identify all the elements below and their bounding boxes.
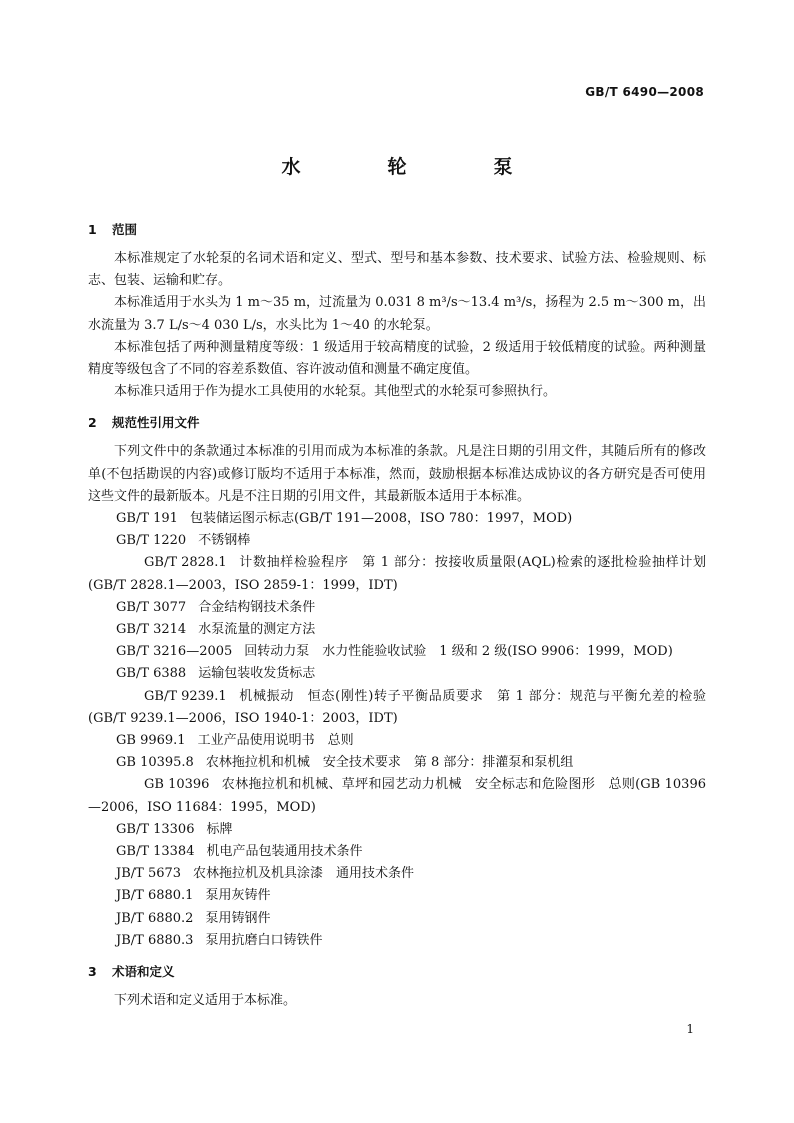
reference-title: 标牌 — [206, 821, 233, 837]
reference-code: GB/T 13384 — [116, 844, 195, 860]
reference-title: 回转动力泵 水力性能验收试验 1 级和 2 级(ISO 9906：1999，MOD) — [244, 644, 673, 660]
reference-item — [88, 508, 706, 530]
standard-number: GB/T 6490—2008 — [585, 85, 704, 99]
reference-code: GB/T 1220 — [116, 533, 187, 549]
reference-title: 农林拖拉机和机械、草坪和园艺动力机械 安全标志和危险图形 总则(GB 10396—2006，ISO 11684：1995，MOD) — [88, 777, 706, 815]
reference-code: GB 9969.1 — [116, 733, 186, 749]
reference-title: 运输包装收发货标志 — [198, 666, 316, 682]
reference-code: JB/T 6880.2 — [116, 910, 194, 926]
reference-item — [88, 752, 706, 774]
reference-item — [88, 552, 706, 596]
reference-title: 泵用抗磨白口铸铁件 — [205, 932, 323, 948]
section-number: 2 — [88, 415, 97, 431]
reference-item — [88, 863, 706, 885]
section-heading-scope — [88, 220, 706, 240]
reference-item — [88, 841, 706, 863]
paragraph: 本标准适用于水头为 1 m～35 m，过流量为 0.031 8 m³/s～13.4 m³/s，扬程为 2.5 m～300 m，出水流量为 3.7 L/s～4 030 L/s，水头比为 1～40 的水轮泵。 — [88, 295, 706, 333]
reference-title: 机电产品包装通用技术条件 — [206, 844, 363, 860]
section-heading-terms-and-definitions — [88, 962, 706, 982]
section-title: 规范性引用文件 — [112, 415, 200, 431]
reference-title: 合金结构钢技术条件 — [198, 599, 316, 615]
paragraph: 本标准规定了水轮泵的名词术语和定义、型式、型号和基本参数、技术要求、试验方法、检验规则、标志、包装、运输和贮存。 — [88, 251, 706, 289]
reference-item — [88, 774, 706, 818]
reference-code: GB/T 13306 — [116, 821, 195, 837]
document-body — [88, 220, 706, 1012]
reference-title: 不锈钢棒 — [198, 533, 251, 549]
reference-item — [88, 930, 706, 952]
reference-title: 泵用铸钢件 — [205, 910, 271, 926]
reference-item — [88, 885, 706, 907]
reference-code: GB/T 3216—2005 — [116, 644, 233, 660]
reference-code: GB/T 9239.1 — [144, 688, 227, 704]
page-number: 1 — [686, 1022, 694, 1036]
reference-item — [88, 530, 706, 552]
reference-item — [88, 686, 706, 730]
reference-item — [88, 819, 706, 841]
paragraph: 本标准包括了两种测量精度等级：1 级适用于较高精度的试验，2 级适用于较低精度的试验。两种测量精度等级包含了不同的容差系数值、容许波动值和测量不确定度值。 — [88, 339, 706, 378]
reference-list — [88, 508, 706, 952]
reference-code: GB 10396 — [144, 777, 210, 793]
reference-title: 机械振动 恒态(刚性)转子平衡品质要求 第 1 部分：规范与平衡允差的检验(GB/T 9239.1—2006，ISO 1940-1：2003，IDT) — [88, 688, 706, 726]
section-title: 术语和定义 — [112, 964, 175, 980]
reference-item — [88, 641, 706, 663]
reference-title: 农林拖拉机和机械 安全技术要求 第 8 部分：排灌泵和泵机组 — [205, 755, 574, 771]
document-title: 水 轮 泵 — [281, 156, 547, 178]
reference-item — [88, 619, 706, 641]
paragraph: 本标准只适用于作为提水工具使用的水轮泵。其他型式的水轮泵可参照执行。 — [114, 384, 557, 400]
section-number: 1 — [88, 222, 97, 237]
reference-title: 计数抽样检验程序 第 1 部分：按接收质量限(AQL)检索的逐批检验抽样计划(GB/T 2828.1—2003，ISO 2859-1：1999，IDT) — [88, 555, 706, 593]
reference-item — [88, 663, 706, 685]
reference-item — [88, 597, 706, 619]
reference-item — [88, 730, 706, 752]
reference-code: JB/T 6880.1 — [116, 888, 194, 904]
reference-code: GB/T 2828.1 — [144, 555, 227, 571]
paragraph: 下列术语和定义适用于本标准。 — [114, 993, 297, 1009]
section-title: 范围 — [112, 222, 138, 237]
reference-code: GB/T 3077 — [116, 599, 187, 615]
reference-title: 农林拖拉机及机具涂漆 通用技术条件 — [193, 866, 415, 882]
reference-code: GB/T 6388 — [116, 666, 187, 682]
reference-code: JB/T 5673 — [116, 866, 182, 882]
reference-code: GB 10395.8 — [116, 755, 194, 771]
reference-title: 泵用灰铸件 — [205, 888, 271, 904]
section-heading-normative-references — [88, 413, 706, 433]
reference-item — [88, 908, 706, 930]
reference-code: GB/T 191 — [116, 511, 178, 527]
reference-title: 水泵流量的测定方法 — [198, 622, 316, 638]
section-number: 3 — [88, 964, 97, 980]
reference-code: JB/T 6880.3 — [116, 932, 194, 948]
reference-code: GB/T 3214 — [116, 622, 187, 638]
reference-title: 工业产品使用说明书 总则 — [197, 733, 354, 749]
paragraph: 下列文件中的条款通过本标准的引用而成为本标准的条款。凡是注日期的引用文件，其随后所有的修改单(不包括勘误的内容)或修订版均不适用于本标准，然而，鼓励根据本标准达成协议的各方研究是否可使用这些文件的最新版本。凡是不注日期的引用文件，其最新版本适用于本标准。 — [88, 444, 706, 504]
reference-title: 包装储运图示标志(GB/T 191—2008，ISO 780：1997，MOD) — [189, 511, 573, 527]
